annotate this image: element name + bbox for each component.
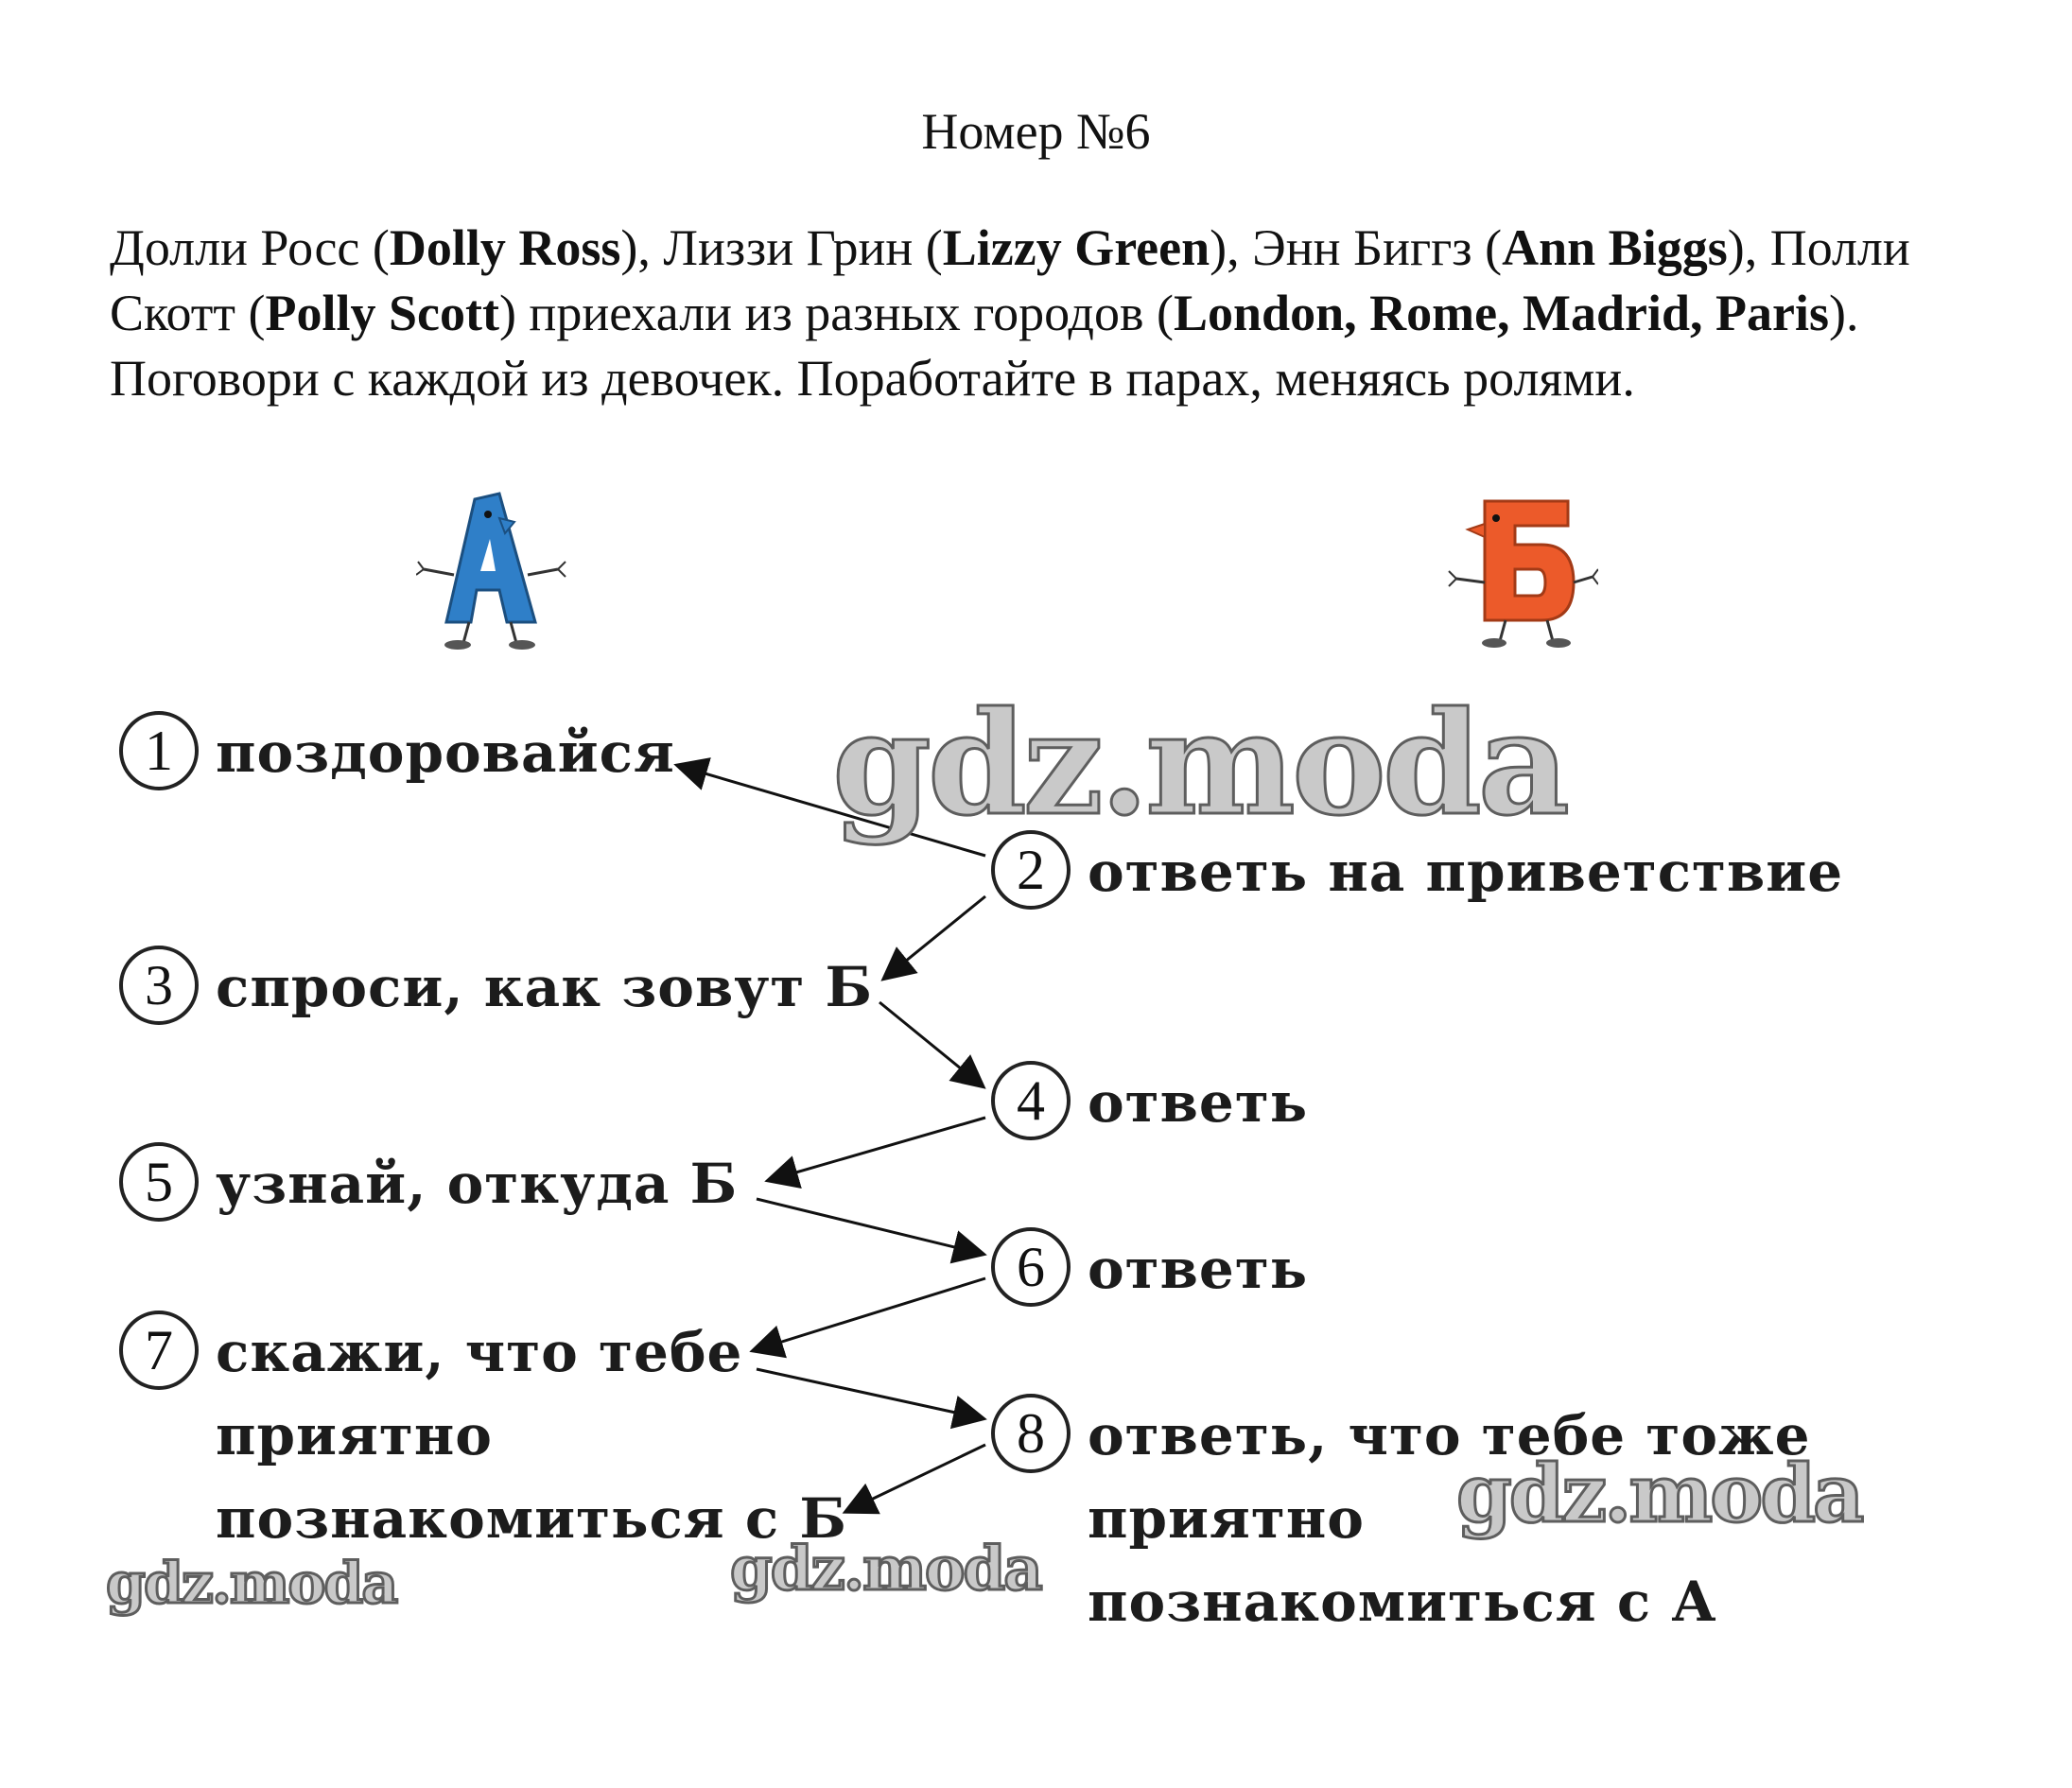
step-number: 8: [991, 1394, 1071, 1473]
arrow-2-to-3: [885, 896, 985, 978]
step-text-line: приятно: [1088, 1486, 1365, 1551]
step-number: 5: [119, 1142, 199, 1222]
arrow-4-to-5: [770, 1118, 985, 1180]
dialogue-step-4: [991, 1061, 1308, 1144]
step-number: 6: [991, 1227, 1071, 1307]
step-number: 1: [119, 711, 199, 790]
step-text: ответь: [1088, 1237, 1309, 1301]
step-text-line: познакомиться с Б: [216, 1486, 847, 1551]
step-text-line: скажи, что тебе: [216, 1320, 743, 1384]
page-title: Номер №6: [921, 103, 1151, 160]
name-polly: Polly Scott: [265, 285, 499, 341]
intro-text: ) приехали из разных городов (: [498, 285, 1174, 341]
intro-text: Долли Росс (: [110, 219, 390, 276]
dialogue-step-6: [991, 1227, 1308, 1311]
step-text-line: приятно: [216, 1403, 493, 1467]
step-text: ответь на приветствие: [1088, 840, 1844, 904]
intro-text: ), Полли Скотт (: [110, 219, 1910, 341]
dialogue-step-7: [119, 1311, 847, 1560]
watermark: gdz.moda: [106, 1551, 397, 1617]
arrow-3-to-4: [879, 1002, 982, 1085]
step-text: [216, 1311, 847, 1560]
cities-list: London, Rome, Madrid, Paris: [1173, 285, 1830, 341]
intro-text: ), Энн Биггз (: [1210, 219, 1503, 276]
arrow-8-to-7: [847, 1445, 985, 1511]
step-text-line: познакомиться с А: [1088, 1570, 1717, 1634]
step-number: 4: [991, 1061, 1071, 1140]
name-lizzy: Lizzy Green: [942, 219, 1210, 276]
dialogue-step-3: [119, 946, 873, 1029]
step-text: узнай, откуда Б: [216, 1152, 739, 1216]
intro-text: ). Поговори с каждой из девочек. Поработайте в парах, меняясь ролями.: [110, 285, 1859, 407]
step-text: ответь: [1088, 1070, 1309, 1135]
step-number: 2: [991, 830, 1071, 910]
watermark: gdz.moda: [730, 1534, 1041, 1605]
step-text-line: ответь, что тебе тоже: [1088, 1403, 1811, 1467]
step-text: спроси, как зовут Б: [216, 955, 874, 1019]
name-dolly: Dolly Ross: [389, 219, 621, 276]
intro-text: ), Лиззи Грин (: [620, 219, 943, 276]
watermark: gdz.moda: [1456, 1447, 1862, 1540]
dialogue-step-5: [119, 1142, 738, 1225]
step-number: 3: [119, 946, 199, 1025]
dialogue-step-1: [119, 711, 675, 794]
arrow-5-to-6: [757, 1199, 982, 1254]
name-ann: Ann Biggs: [1502, 219, 1728, 276]
step-number: 7: [119, 1311, 199, 1390]
watermark: gdz.moda: [832, 681, 1567, 847]
step-text: поздоровайся: [216, 720, 675, 785]
